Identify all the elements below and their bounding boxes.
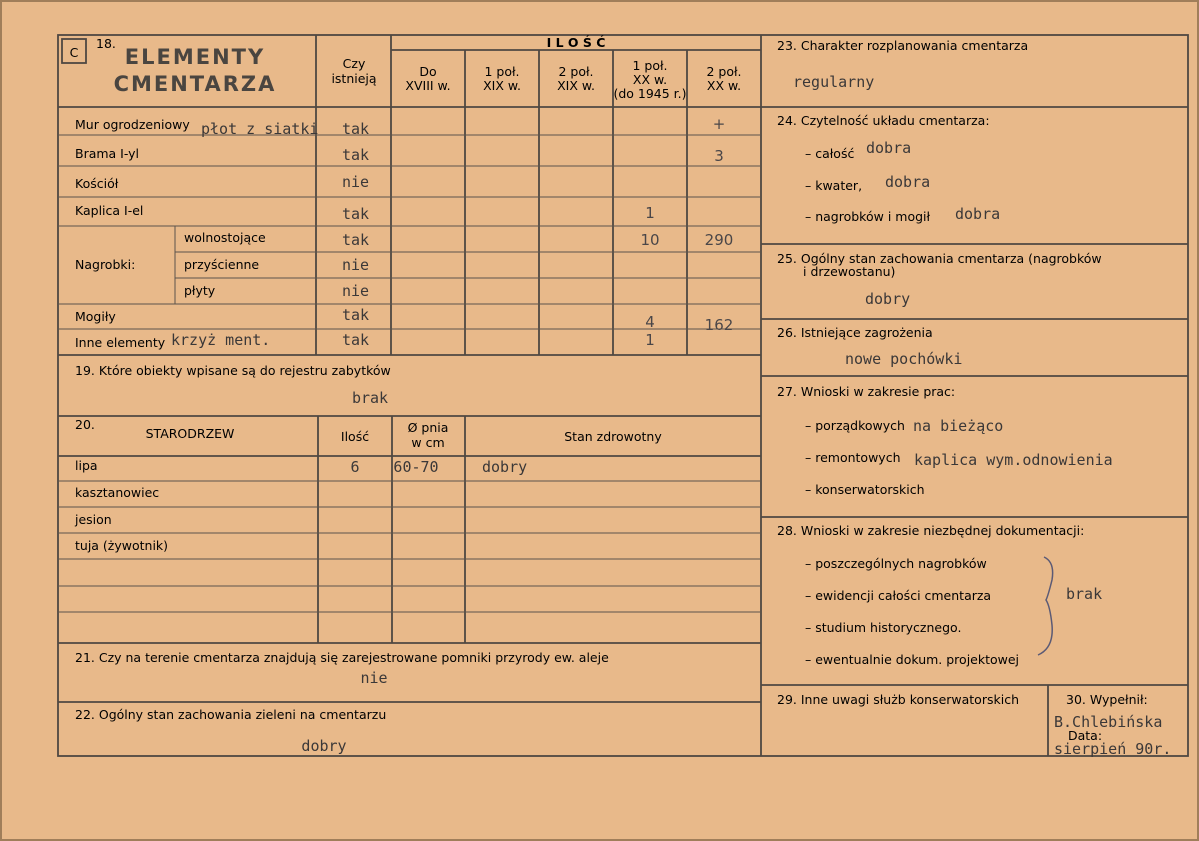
row-1945: 4 <box>645 313 655 331</box>
q20-header-diam-unit: w cm <box>411 435 445 450</box>
q30-label: 30. Wypełnił: <box>1066 692 1148 707</box>
period-1b: XVIII w. <box>405 78 451 93</box>
q30-date: sierpień 90r. <box>1054 740 1172 758</box>
q21-value: nie <box>360 669 388 687</box>
tree-name: kasztanowiec <box>75 485 160 500</box>
tree-name: tuja (żywotnik) <box>75 538 169 553</box>
bracket-mark <box>1038 557 1053 655</box>
q24-item-label: – nagrobków i mogił <box>805 209 931 224</box>
row-late: 162 <box>704 316 734 334</box>
q22-value: dobry <box>301 737 347 755</box>
period-3a: 2 poł. <box>558 64 594 79</box>
q28-item: – ewidencji całości cmentarza <box>805 588 992 603</box>
q29-label: 29. Inne uwagi służb konserwatorskich <box>777 692 1019 707</box>
q27-item-label: – konserwatorskich <box>805 482 925 497</box>
q28-item: – poszczególnych nagrobków <box>805 556 987 571</box>
q19-value: brak <box>351 389 389 407</box>
row-late: + <box>712 115 726 133</box>
q27-item-label: – porządkowych <box>805 418 905 433</box>
row-exists: nie <box>342 256 370 274</box>
period-2b: XIX w. <box>483 78 521 93</box>
tree-diam: 60-70 <box>393 458 439 476</box>
q21-label: 21. Czy na terenie cmentarza znajdują się zarejestrowane pomniki przyrody ew. aleje <box>75 650 609 665</box>
section-letter: C <box>69 45 79 60</box>
q28-item: – ewentualnie dokum. projektowej <box>805 652 1020 667</box>
q28-item: – studium historycznego. <box>805 620 962 635</box>
q27-label: 27. Wnioski w zakresie prac: <box>777 384 956 399</box>
title-line1: ELEMENTY <box>124 45 266 69</box>
section-number: 18. <box>96 36 116 51</box>
q24-item-value: dobra <box>866 139 912 157</box>
row-label: Inne elementy <box>75 335 166 350</box>
period-2a: 1 poł. <box>484 64 520 79</box>
tree-name: jesion <box>75 512 112 527</box>
row-label: Mur ogrodzeniowy <box>75 117 190 132</box>
q20-header-count: Ilość <box>340 429 370 444</box>
q24-label: 24. Czytelność układu cmentarza: <box>777 113 990 128</box>
q28-value: brak <box>1066 585 1103 603</box>
row-label: Brama I-yl <box>75 146 140 161</box>
period-1a: Do <box>419 64 437 79</box>
row-exists: nie <box>342 282 370 300</box>
row-exists: tak <box>342 120 370 138</box>
q19-label: 19. Które obiekty wpisane są do rejestru zabytków <box>75 363 391 378</box>
q25-value: dobry <box>865 290 911 308</box>
tree-state: dobry <box>482 458 528 476</box>
row-label: Mogiły <box>75 309 116 324</box>
q28-label: 28. Wnioski w zakresie niezbędnej dokumentacji: <box>777 523 1085 538</box>
row-exists: tak <box>342 231 370 249</box>
tree-name: lipa <box>75 458 98 473</box>
row-exists: tak <box>342 331 370 349</box>
row-label: przyścienne <box>184 257 260 272</box>
period-5b: XX w. <box>706 78 742 93</box>
col-czy-1: Czy <box>342 56 366 71</box>
row-exists: tak <box>342 146 370 164</box>
q27-item-value: na bieżąco <box>913 417 1004 435</box>
period-4c: (do 1945 r.) <box>613 86 687 101</box>
q24-item-value: dobra <box>955 205 1001 223</box>
ilosc-header: I L O Ś Ć <box>546 35 606 50</box>
period-4b: XX w. <box>632 72 668 87</box>
row-exists: nie <box>342 173 370 191</box>
row-exists: tak <box>342 205 370 223</box>
q30-date-label: Data: <box>1068 728 1103 743</box>
q25-label1: 25. Ogólny stan zachowania cmentarza (nagrobków <box>777 251 1102 266</box>
row-label: Kościół <box>75 176 119 191</box>
q20-header-state: Stan zdrowotny <box>564 429 662 444</box>
q26-value: nowe pochówki <box>845 350 963 368</box>
q27-item-label: – remontowych <box>805 450 901 465</box>
row-label: płyty <box>184 283 216 298</box>
row-typed: krzyż ment. <box>171 331 271 349</box>
q23-value: regularny <box>793 73 875 91</box>
row-1945: 1 <box>645 331 655 349</box>
row-late: 290 <box>704 231 734 249</box>
row-1945: 1 <box>645 204 655 222</box>
period-4a: 1 poł. <box>632 58 668 73</box>
title-line2: CMENTARZA <box>113 72 277 96</box>
q20-header-diam: Ø pnia <box>407 420 449 435</box>
period-3b: XIX w. <box>557 78 595 93</box>
tree-count: 6 <box>350 458 360 476</box>
row-label: wolnostojące <box>184 230 266 245</box>
q24-item-value: dobra <box>885 173 931 191</box>
elements-rows <box>75 115 733 350</box>
row-1945: 10 <box>640 231 660 249</box>
col-czy-2: istnieją <box>331 71 377 86</box>
nagrobki-label: Nagrobki: <box>75 257 136 272</box>
row-late: 3 <box>714 147 724 165</box>
row-label: Kaplica I-el <box>75 203 144 218</box>
q27-item-value: kaplica wym.odnowienia <box>914 451 1113 469</box>
q30-name: B.Chlebińska <box>1054 713 1163 731</box>
q24-item-label: – całość <box>805 146 855 161</box>
q20-header-tree: STARODRZEW <box>145 426 235 441</box>
q20-number: 20. <box>75 417 95 432</box>
row-typed: płot z siatki <box>201 120 319 138</box>
row-exists: tak <box>342 306 370 324</box>
period-5a: 2 poł. <box>706 64 742 79</box>
q23-label: 23. Charakter rozplanowania cmentarza <box>777 38 1029 53</box>
q26-label: 26. Istniejące zagrożenia <box>777 325 933 340</box>
q24-item-label: – kwater, <box>805 178 863 193</box>
q25-label2: i drzewostanu) <box>803 264 896 279</box>
q22-label: 22. Ogólny stan zachowania zieleni na cmentarzu <box>75 707 387 722</box>
